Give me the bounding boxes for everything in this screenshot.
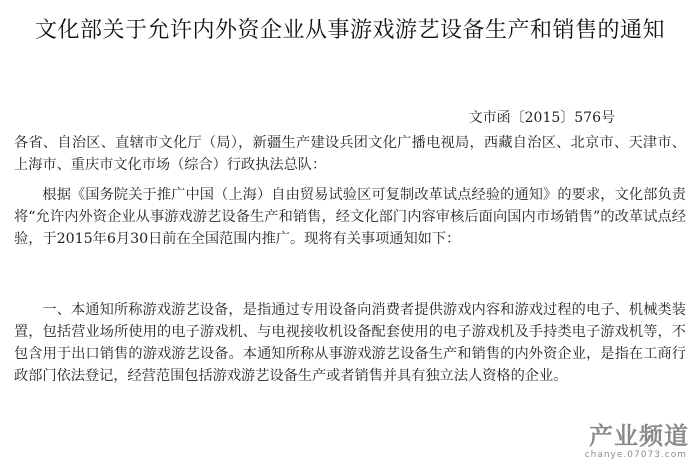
document-title: 文化部关于允许内外资企业从事游戏游艺设备生产和销售的通知 <box>34 18 665 43</box>
watermark-url: chanye.07073.com <box>584 450 687 460</box>
document-number: 文市函〔2015〕576号 <box>468 110 615 126</box>
article-1-paragraph: 一、本通知所称游戏游艺设备，是指通过专用设备向消费者提供游戏内容和游戏过程的电子、机械类装置，包括营业场所使用的电子游戏机、与电视接收机设备配套使用的电子游戏机及手持类电子游戏机等，不包含用于出口销售的游戏游艺设备。本通知所称从事游戏游艺设备生产和销售的内外资企业，是指在工商行政部门依法登记，经营范围包括游戏游艺设备生产或者销售并具有独立法人资格的企业。 <box>14 302 686 384</box>
site-watermark <box>583 423 691 461</box>
watermark-logo: 产业频道 <box>589 422 689 450</box>
address-paragraph: 各省、自治区、直辖市文化厅（局），新疆生产建设兵团文化广播电视局，西藏自治区、北京市、天津市、上海市、重庆市文化市场（综合）行政执法总队： <box>14 135 686 173</box>
basis-paragraph: 根据《国务院关于推广中国（上海）自由贸易试验区可复制改革试点经验的通知》的要求，文化部负责将“允许内外资企业从事游戏游艺设备生产和销售，经文化部门内容审核后面向国内市场销售”的改革试点经验，于2015年6月30日前在全国范围内推广。现将有关事项通知如下： <box>14 187 686 247</box>
